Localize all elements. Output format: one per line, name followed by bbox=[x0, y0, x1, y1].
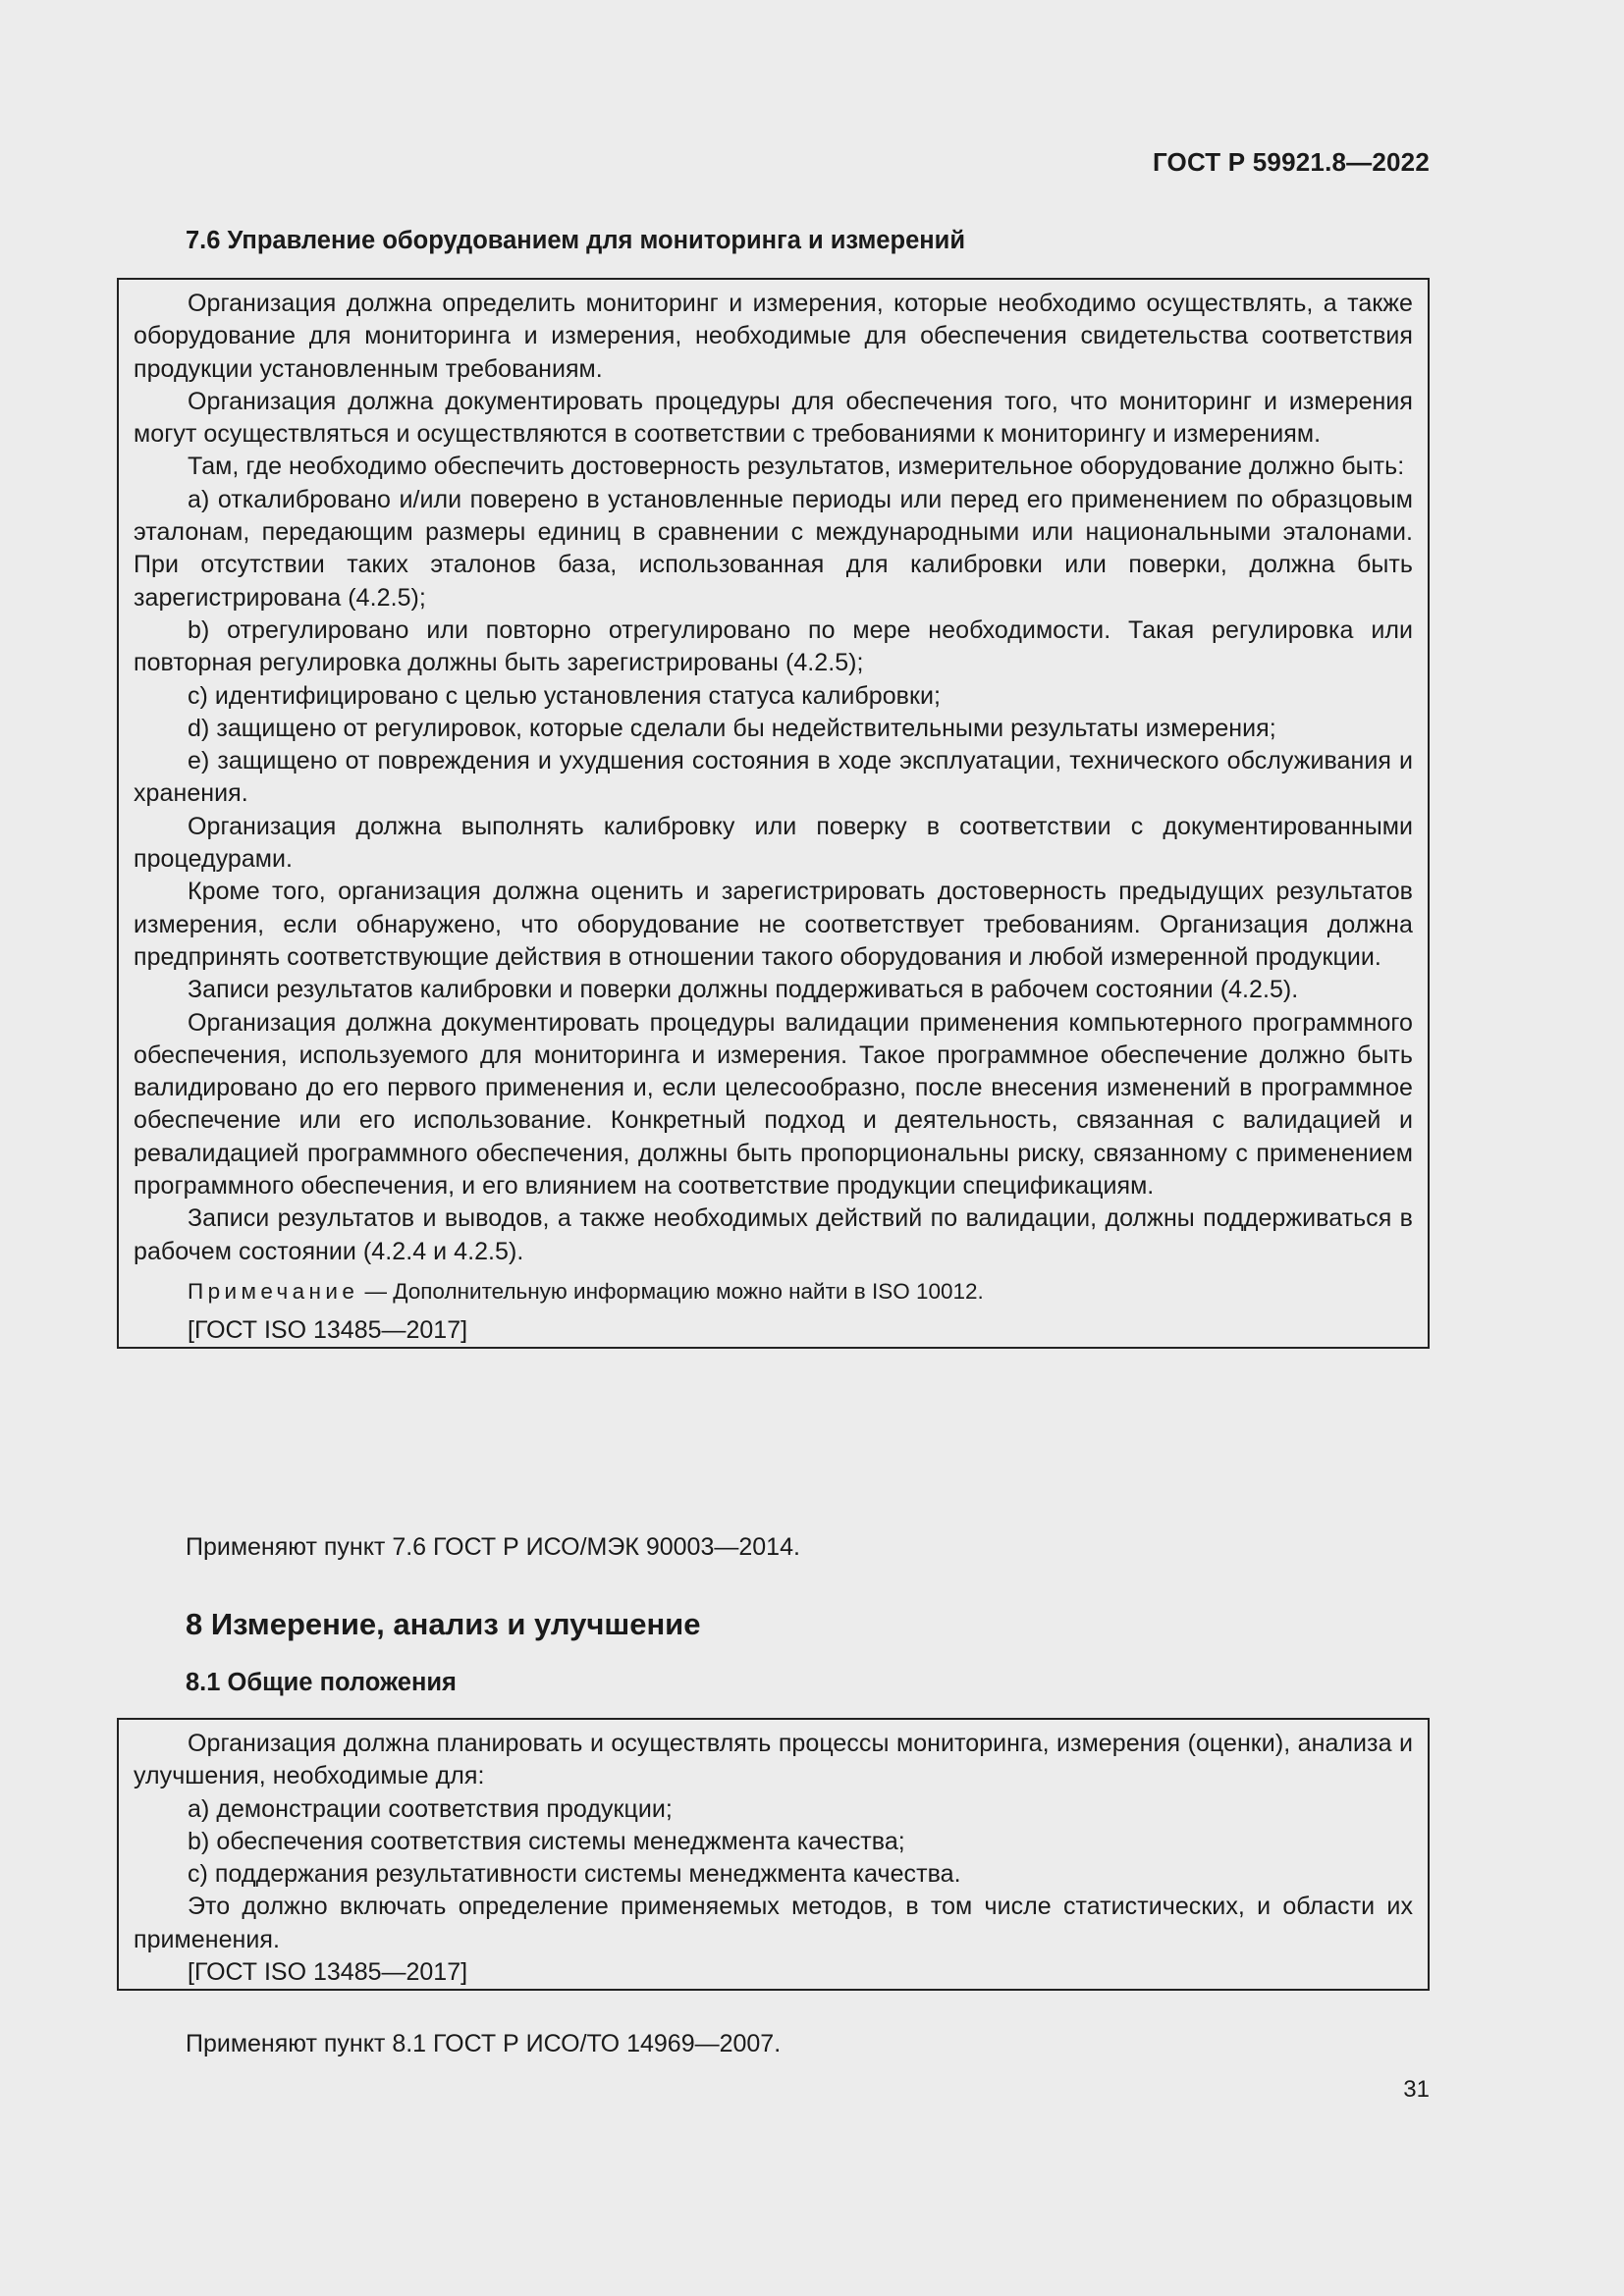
paragraph: Записи результатов калибровки и поверки должны поддерживаться в рабочем состоянии (4.2.5). bbox=[188, 976, 1299, 1004]
document-code-header: ГОСТ Р 59921.8—2022 bbox=[1152, 147, 1430, 177]
list-item: a) откалибровано и/или поверено в установленные периоды или перед его применением по образцовым эталонам, передающим размеры единиц в сравнении с международными или национальными эталонами. При отсутствии таких эталонов база, использованная для калибровки или поверки, должна быть зарегистрирована (4.2.5); bbox=[134, 485, 1413, 612]
list-item: c) поддержания результативности системы менеджмента качества. bbox=[188, 1860, 961, 1889]
paragraph: Организация должна определить мониторинг и измерения, которые необходимо осуществлять, а также оборудование для мониторинга и измерения, необходимые для обеспечения свидетельства соответствия продукции установленным требованиям. bbox=[134, 290, 1413, 383]
paragraph: Организация должна выполнять калибровку или поверку в соответствии с документированными процедурами. bbox=[134, 812, 1413, 874]
source-reference: [ГОСТ ISO 13485—2017] bbox=[188, 1315, 468, 1344]
list-item: d) защищено от регулировок, которые сделали бы недействительными результаты измерения; bbox=[188, 714, 1276, 742]
note-label: Примечание bbox=[188, 1278, 359, 1304]
list-item: e) защищено от повреждения и ухудшения состояния в ходе эксплуатации, технического обслуживания и хранения. bbox=[134, 747, 1413, 808]
section-8-1-quote-box bbox=[117, 1718, 1430, 1991]
section-7-6-quote-box bbox=[117, 278, 1430, 1349]
applies-clause-7-6: Применяют пункт 7.6 ГОСТ Р ИСО/МЭК 90003—2014. bbox=[186, 1533, 800, 1561]
list-item: b) отрегулировано или повторно отрегулировано по мере необходимости. Такая регулировка или повторная регулировка должны быть зарегистрированы (4.2.5); bbox=[134, 615, 1413, 677]
paragraph: Там, где необходимо обеспечить достоверность результатов, измерительное оборудование должно быть: bbox=[188, 453, 1405, 481]
paragraph: Записи результатов и выводов, а также необходимых действий по валидации, должны поддерживаться в рабочем состоянии (4.2.4 и 4.2.5). bbox=[134, 1204, 1413, 1265]
applies-clause-8-1: Применяют пункт 8.1 ГОСТ Р ИСО/ТО 14969—2007. bbox=[186, 2030, 782, 2057]
note-text: — Дополнительную информацию можно найти в ISO 10012. bbox=[358, 1278, 984, 1304]
paragraph: Кроме того, организация должна оценить и зарегистрировать достоверность предыдущих результатов измерения, если обнаружено, что оборудование не соответствует требованиям. Организация должна предпринять соответствующие действия в отношении такого оборудования и любой измеренной продукции. bbox=[134, 878, 1413, 971]
paragraph: Организация должна планировать и осуществлять процессы мониторинга, измерения (оценки), анализа и улучшения, необходимые для: bbox=[134, 1730, 1413, 1790]
paragraph: Организация должна документировать процедуры валидации применения компьютерного программного обеспечения, используемого для мониторинга и измерения. Такое программное обеспечение должно быть валидировано до его первого применения и, если целесообразно, после внесения изменений в программное обеспечение или его использование. Конкретный подход и деятельность, связанная с валидацией и ревалидацией программного обеспечения, должны быть пропорциональны риску, связанному с применением программного обеспечения, и его влиянием на соответствие продукции спецификациям. bbox=[134, 1008, 1413, 1201]
section-7-6-heading: 7.6 Управление оборудованием для мониторинга и измерений bbox=[186, 227, 965, 254]
source-reference: [ГОСТ ISO 13485—2017] bbox=[188, 1958, 468, 1987]
paragraph: Организация должна документировать процедуры для обеспечения того, что мониторинг и измерения могут осуществляться и осуществляются в соответствии с требованиями к мониторингу и измерениям. bbox=[134, 387, 1413, 449]
list-item: b) обеспечения соответствия системы менеджмента качества; bbox=[188, 1827, 905, 1855]
list-item: a) демонстрации соответствия продукции; bbox=[188, 1794, 673, 1823]
paragraph: Это должно включать определение применяемых методов, в том числе статистических, и области их применения. bbox=[134, 1893, 1413, 1953]
section-8-heading: 8 Измерение, анализ и улучшение bbox=[186, 1607, 701, 1641]
list-item: c) идентифицировано с целью установления статуса калибровки; bbox=[188, 681, 941, 710]
section-8-1-heading: 8.1 Общие положения bbox=[186, 1669, 457, 1696]
note bbox=[134, 1277, 1413, 1307]
page-number: 31 bbox=[1403, 2076, 1430, 2103]
